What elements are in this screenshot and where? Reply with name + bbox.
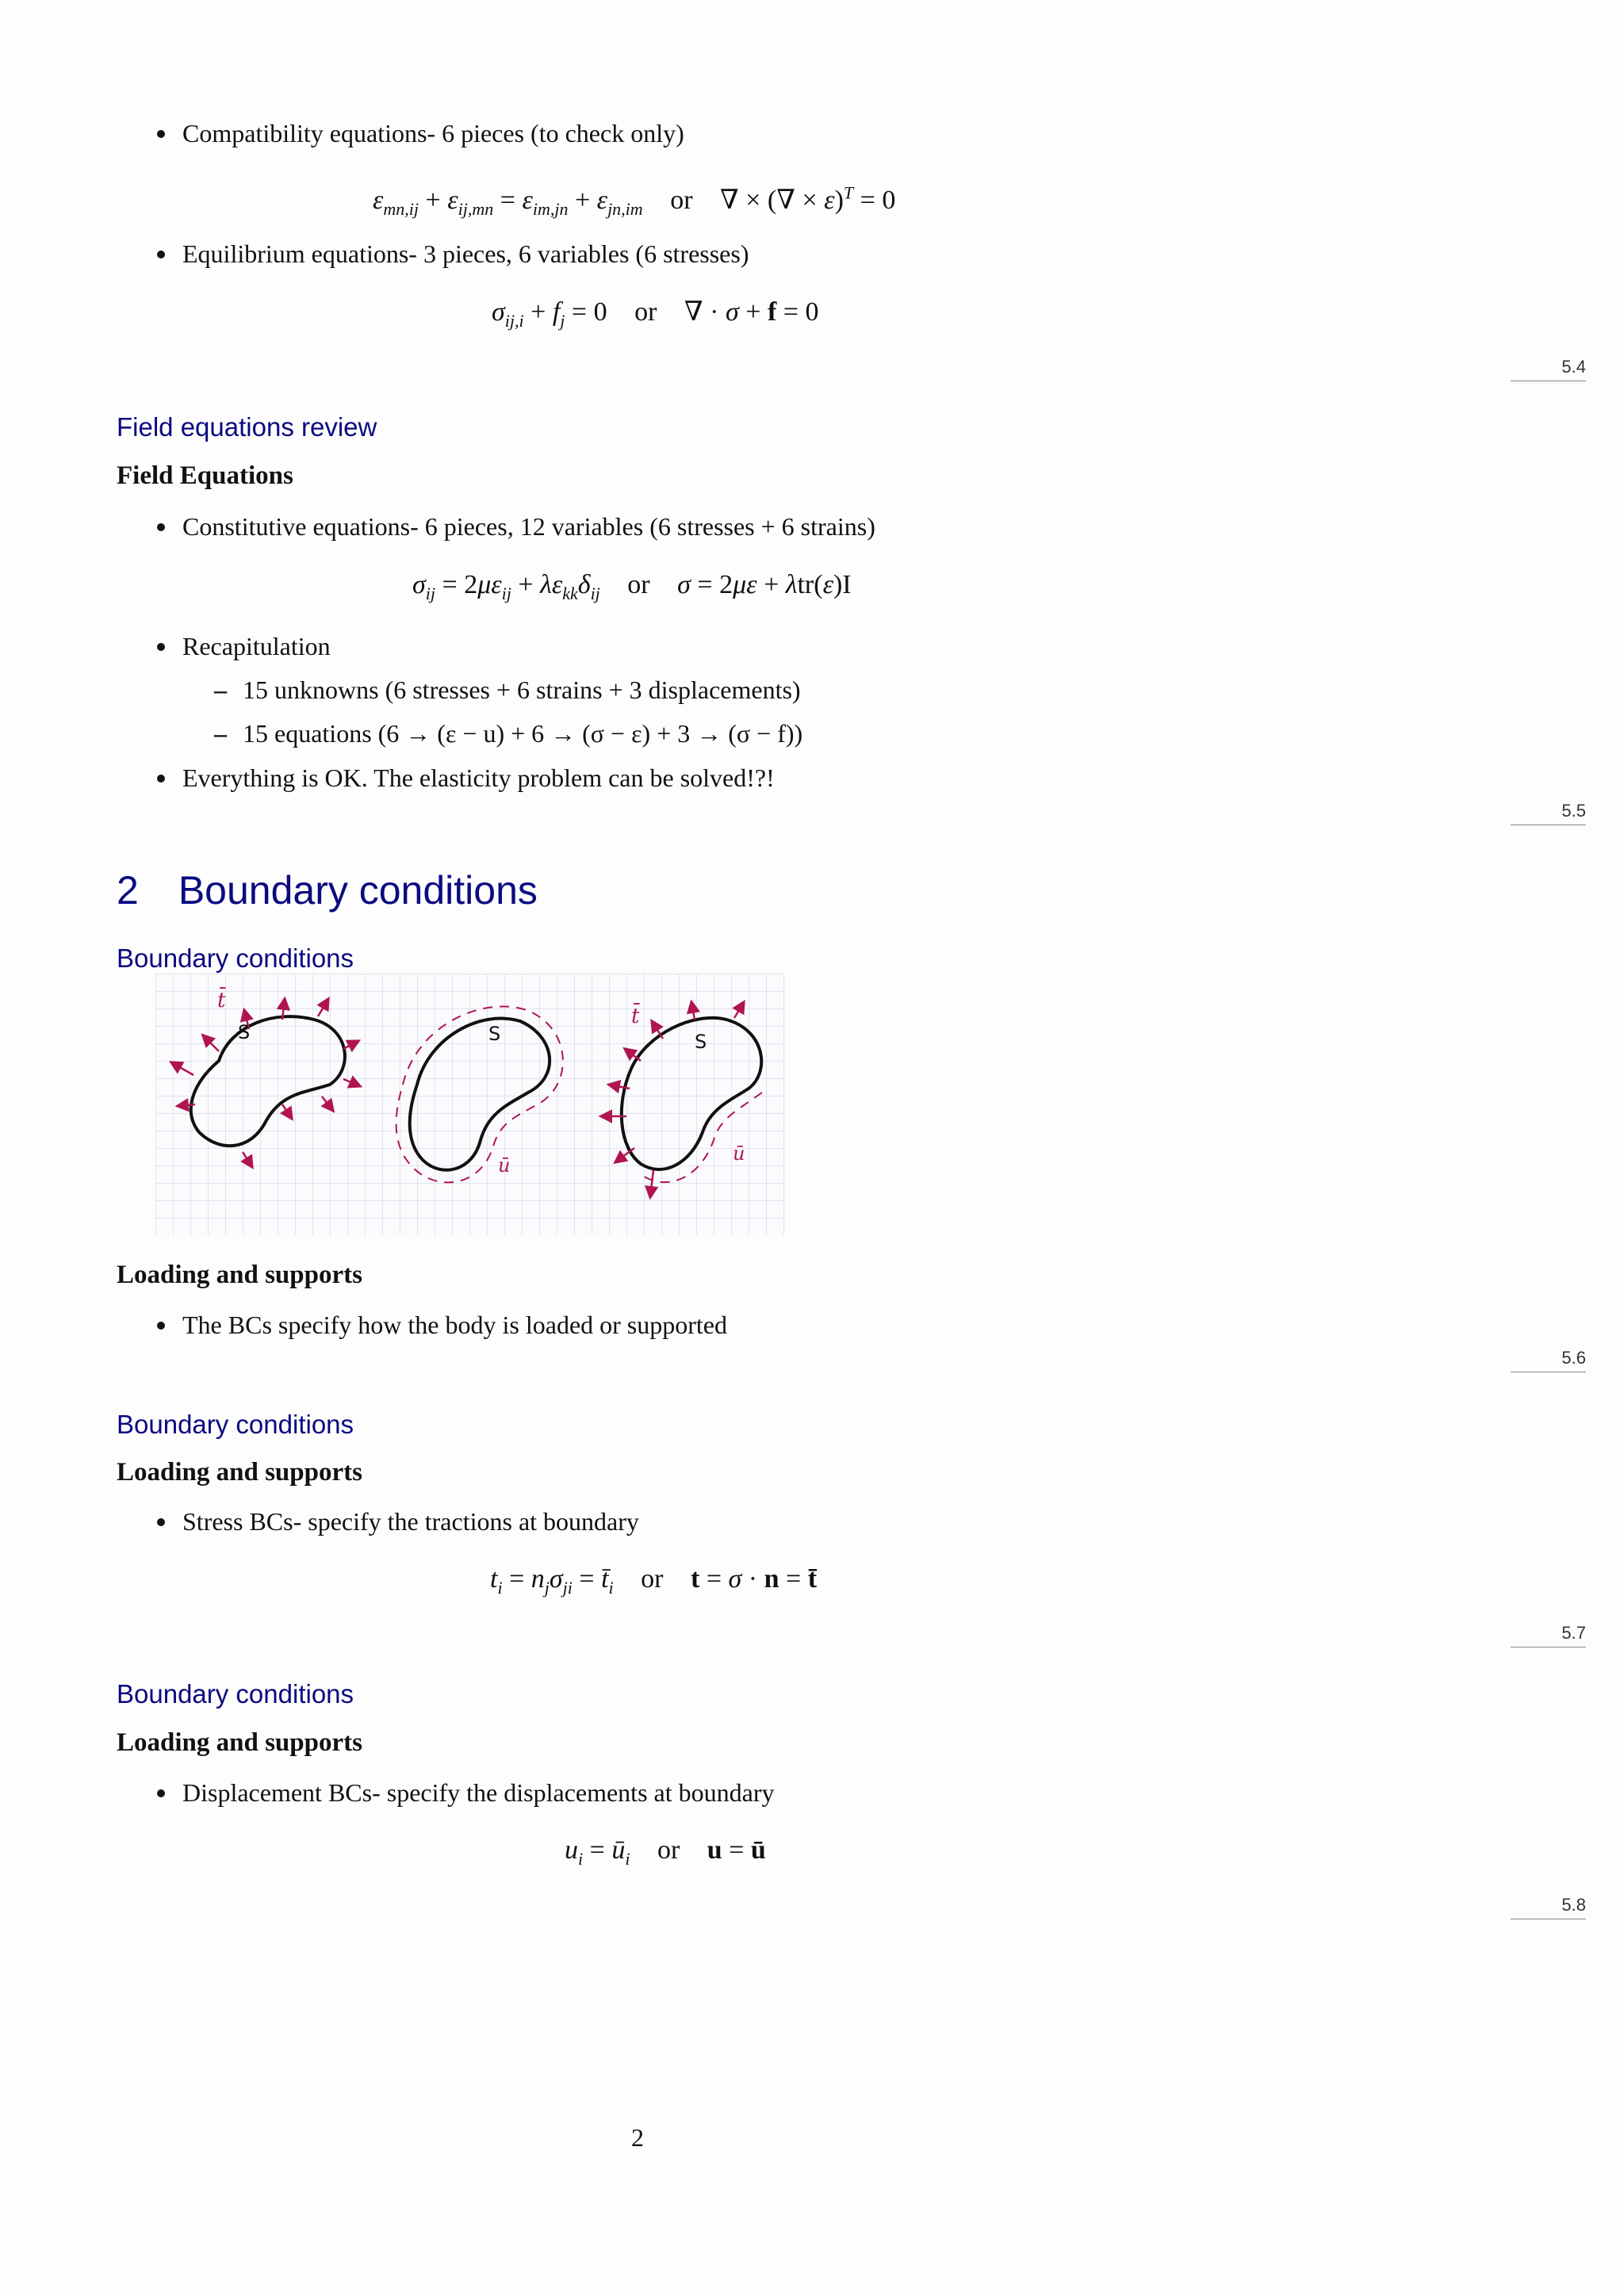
equation-stress-bc xyxy=(490,1562,817,1605)
slide-number: 5.7 xyxy=(1511,1623,1586,1647)
eq-or: or xyxy=(627,570,650,599)
bullet-recapitulation: Recapitulation xyxy=(182,632,331,660)
bullet-equilibrium: Equilibrium equations- 3 pieces, 6 variables (6 stresses) xyxy=(182,239,749,268)
section-number: 2 xyxy=(117,868,139,913)
label-surface-s: S xyxy=(238,1021,251,1043)
bullet-marker xyxy=(157,775,165,783)
eq-compat-right: ∇ × (∇ × ε)$^T$ = 0 xyxy=(720,183,896,216)
eq-or: or xyxy=(641,1564,664,1594)
eq-disp-right: u = ū xyxy=(707,1835,766,1865)
frame-title: Boundary conditions xyxy=(117,1679,354,1709)
bullet-stress-bcs: Stress BCs- specify the tractions at boundary xyxy=(182,1507,639,1536)
bullet-marker xyxy=(157,251,165,258)
equation-constitutive xyxy=(412,568,852,611)
frame-heading: Loading and supports xyxy=(117,1728,362,1757)
label-displacement-bar: ū xyxy=(733,1142,745,1165)
eq-disp-left: $u_i$ = $ū_i$ xyxy=(565,1835,630,1869)
slide-number: 5.5 xyxy=(1511,801,1586,825)
bullet-marker xyxy=(157,1789,165,1797)
section-heading xyxy=(117,867,538,913)
frame-title: Boundary conditions xyxy=(117,943,354,973)
equation-equilibrium xyxy=(492,295,818,339)
label-surface-s: S xyxy=(488,1023,501,1045)
eq-const-right: σ = 2με + λtr(ε)I xyxy=(677,570,852,599)
eq-or: or xyxy=(657,1835,680,1865)
bullet-marker xyxy=(157,643,165,651)
bullet-marker xyxy=(157,523,165,531)
bullet-marker xyxy=(157,130,165,138)
boundary-conditions-sketch xyxy=(155,974,785,1235)
bullet-displacement-bcs: Displacement BCs- specify the displacements at boundary xyxy=(182,1778,775,1807)
slide-number: 5.6 xyxy=(1511,1348,1586,1372)
page-number: 2 xyxy=(631,2123,644,2152)
bullet-compatibility: Compatibility equations- 6 pieces (to check only) xyxy=(182,119,684,147)
frame-title: Boundary conditions xyxy=(117,1410,354,1439)
bullet-bcs-specify: The BCs specify how the body is loaded or supported xyxy=(182,1311,727,1339)
slide-number: 5.8 xyxy=(1511,1895,1586,1919)
eq-compat-left: $\varepsilon_{mn,ij} + \varepsilon_{ij,mn} = \varepsilon_{im,jn} + \varepsilon_{jn,im}$ xyxy=(373,186,643,220)
label-traction-bar: t̄ xyxy=(631,1004,640,1028)
bullet-everything-ok: Everything is OK. The elasticity problem can be solved!?! xyxy=(182,763,775,792)
eq-or: or xyxy=(670,186,693,216)
frame-heading: Field Equations xyxy=(117,461,293,490)
bullet-constitutive: Constitutive equations- 6 pieces, 12 variables (6 stresses + 6 strains) xyxy=(182,512,875,541)
frame-title: Field equations review xyxy=(117,412,377,442)
eq-stress-right: t = σ · n = t̄ xyxy=(691,1564,818,1594)
sub-bullet-equations: 15 equations (6 → (ε − u) + 6 → (σ − ε) + 3 → (σ − f)) xyxy=(243,719,803,748)
eq-equil-left: $\sigma_{ij,i} + f_j = 0$ xyxy=(492,297,607,331)
eq-or: or xyxy=(634,297,657,327)
label-traction-bar: t̄ xyxy=(217,989,226,1012)
slide-number: 5.4 xyxy=(1511,357,1586,381)
eq-equil-right: ∇ · σ + f = 0 xyxy=(684,297,819,327)
frame-heading: Loading and supports xyxy=(117,1458,362,1487)
bullet-marker xyxy=(157,1518,165,1526)
equation-compatibility xyxy=(373,176,895,227)
sub-bullet-unknowns: 15 unknowns (6 stresses + 6 strains + 3 displacements) xyxy=(243,675,801,704)
label-surface-s: S xyxy=(695,1031,707,1053)
eq-stress-left: $t_i = n_j\sigma_{ji}$ = $t̄_i$ xyxy=(490,1564,614,1598)
sub-bullet-dash: – xyxy=(214,675,227,704)
sub-bullet-dash: – xyxy=(214,719,227,748)
frame-heading: Loading and supports xyxy=(117,1261,362,1289)
equation-displacement-bc xyxy=(565,1833,766,1877)
eq-const-left: $\sigma_{ij} = 2\mu\varepsilon_{ij} + \lambda\varepsilon_{kk}\delta_{ij}$ xyxy=(412,570,600,603)
label-displacement-bar: ū xyxy=(498,1154,511,1177)
bullet-marker xyxy=(157,1322,165,1330)
section-title: Boundary conditions xyxy=(178,868,538,913)
